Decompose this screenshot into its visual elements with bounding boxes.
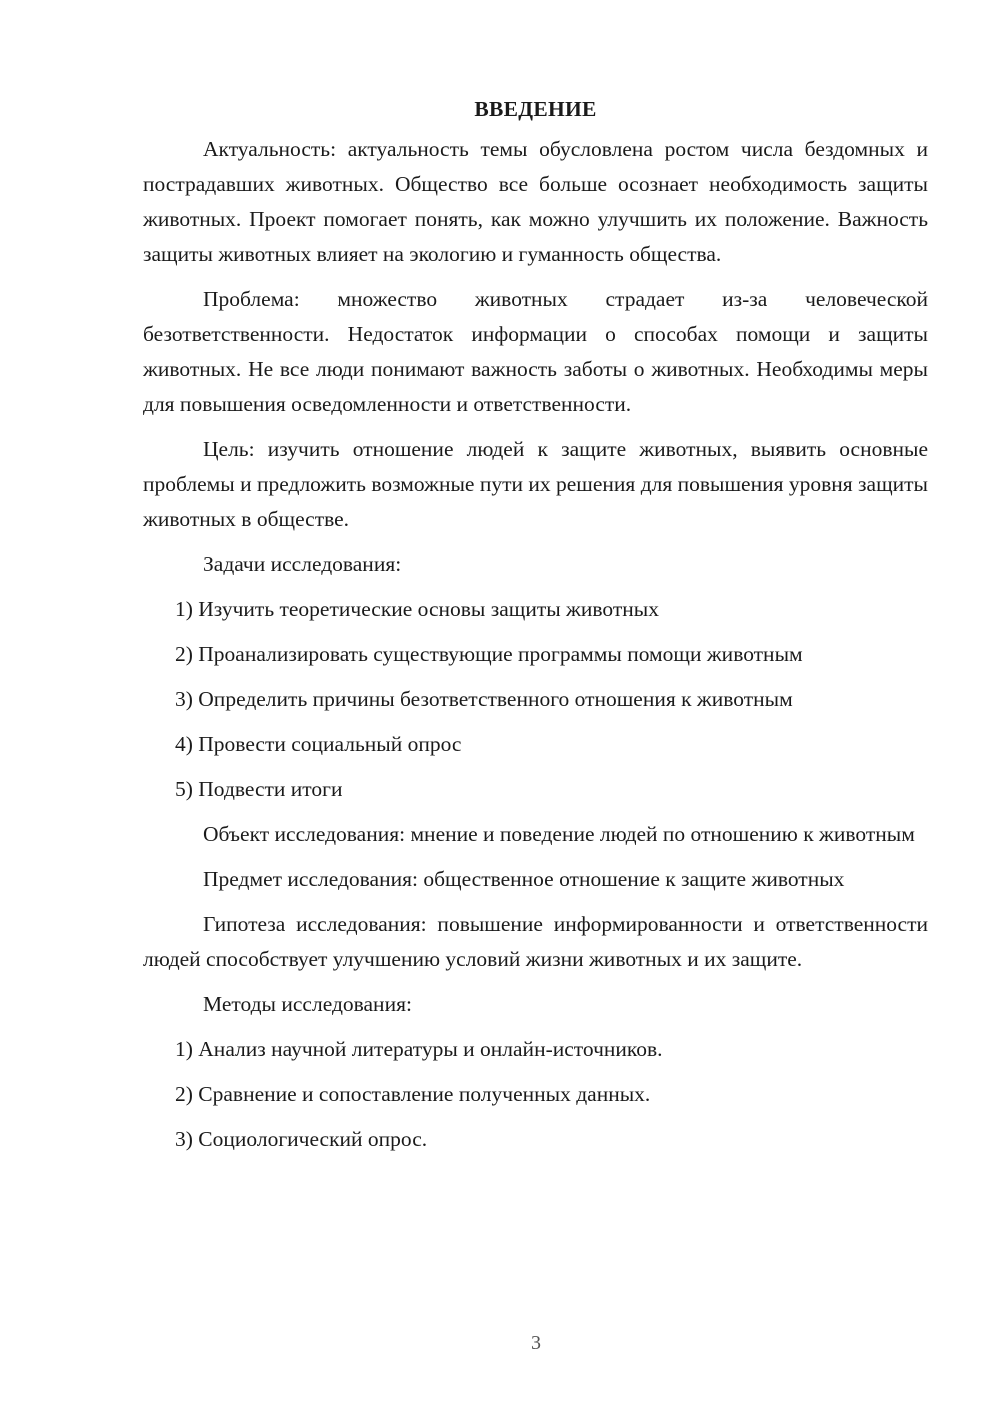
- list-item: 5) Подвести итоги: [175, 777, 343, 801]
- list-item: 1) Изучить теоретические основы защиты животных: [175, 597, 659, 621]
- object-paragraph: Объект исследования: мнение и поведение людей по отношению к животным: [203, 822, 915, 846]
- list-item: 2) Проанализировать существующие программы помощи животным: [175, 642, 803, 666]
- list-item: 4) Провести социальный опрос: [175, 732, 462, 756]
- list-item: 1) Анализ научной литературы и онлайн-источников.: [175, 1037, 663, 1061]
- document-page: [143, 92, 928, 1167]
- tasks-heading: Задачи исследования:: [203, 552, 402, 576]
- page-number: 3: [531, 1332, 541, 1354]
- methods-heading: Методы исследования:: [203, 992, 412, 1016]
- goal-paragraph: Цель: изучить отношение людей к защите животных, выявить основные проблемы и предложить возможные пути их решения для повышения уровня защиты животных в обществе.: [143, 437, 928, 531]
- relevance-paragraph: Актуальность: актуальность темы обусловлена ростом числа бездомных и пострадавших животных. Общество все больше осознает необходимость защиты животных. Проект помогает понять, как можно улучшить их положение. Важность защиты животных влияет на экологию и гуманность общества.: [143, 137, 928, 266]
- page-title: ВВЕДЕНИЕ: [474, 97, 597, 121]
- methods-list: [143, 1032, 928, 1157]
- list-item: 2) Сравнение и сопоставление полученных данных.: [175, 1082, 651, 1106]
- list-item: 3) Социологический опрос.: [175, 1127, 428, 1151]
- list-item: 3) Определить причины безответственного отношения к животным: [175, 687, 793, 711]
- problem-paragraph: Проблема: множество животных страдает из-за человеческой безответственности. Недостаток информации о способах помощи и защиты животных. Не все люди понимают важность заботы о животных. Необходимы меры для повышения осведомленности и ответственности.: [143, 287, 928, 416]
- subject-paragraph: Предмет исследования: общественное отношение к защите животных: [203, 867, 845, 891]
- hypothesis-paragraph: Гипотеза исследования: повышение информированности и ответственности людей способствует улучшению условий жизни животных и их защите.: [143, 912, 928, 971]
- tasks-list: [143, 592, 928, 807]
